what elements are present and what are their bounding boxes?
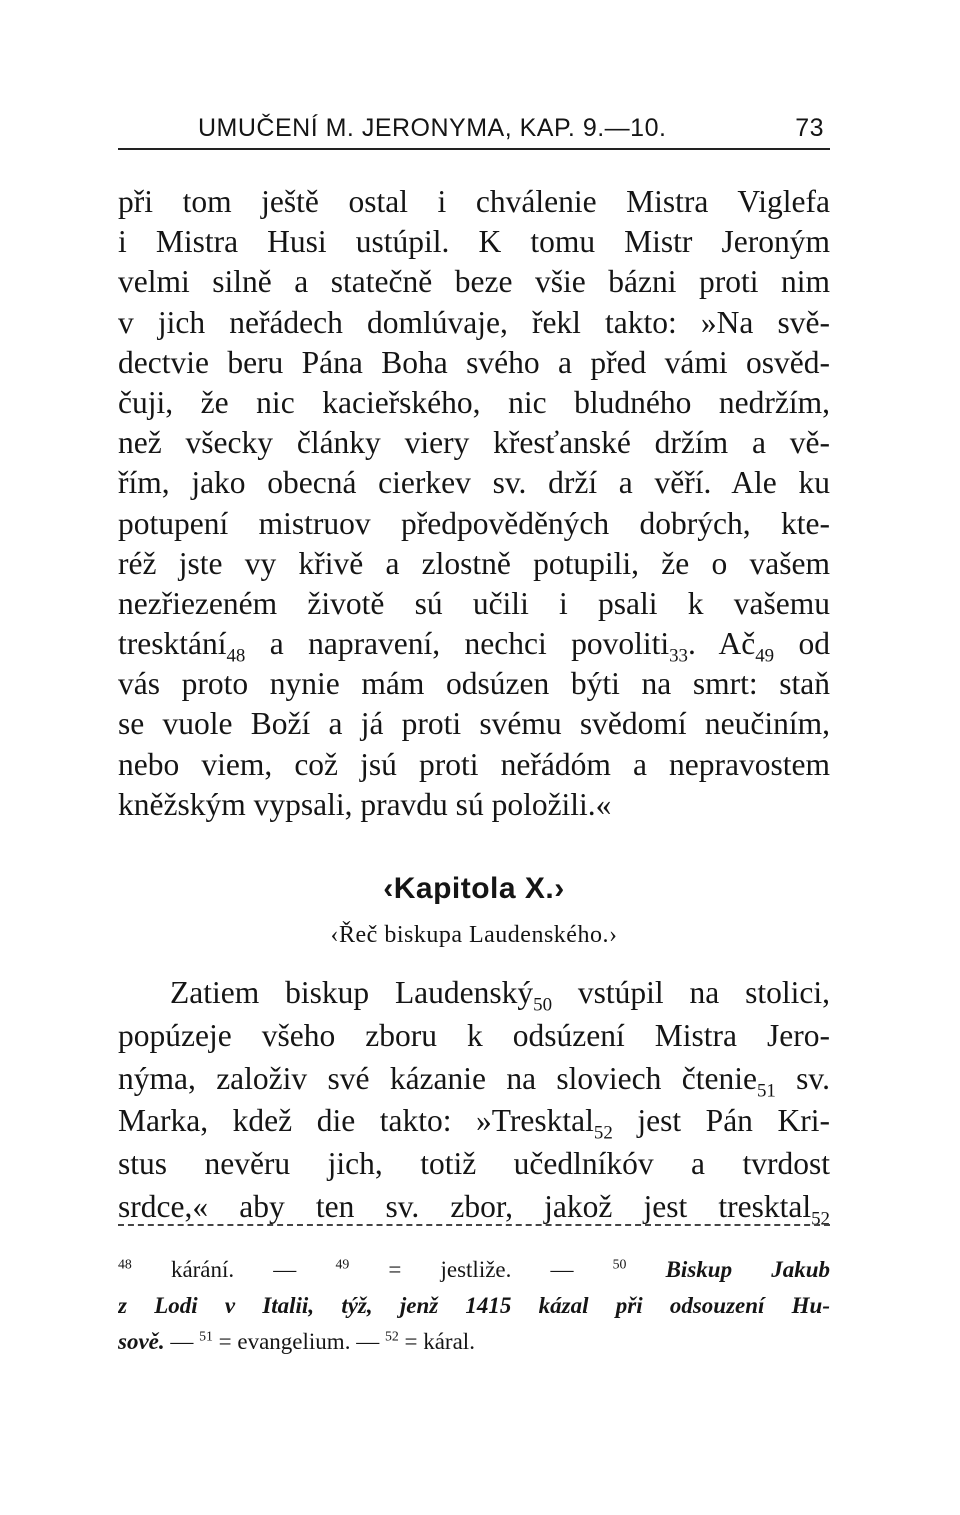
footnote-line xyxy=(118,1252,830,1288)
chapter-subtitle: ‹Řeč biskupa Laudenského.› xyxy=(330,922,618,948)
text-line: stus nevěru jich, totiž učedlníkóv a tvrdost xyxy=(118,1146,830,1182)
footnote-ref: 48 xyxy=(226,645,246,665)
text-fragment: srdce,« aby ten sv. zbor, jakož jest tresktal xyxy=(118,1188,812,1224)
text-line: velmi silně a statečně beze všie bázni proti nim xyxy=(118,264,830,300)
footnote-ref: 51 xyxy=(756,1079,776,1101)
footnote-text: = jestliže. — xyxy=(349,1257,613,1282)
text-line: v jich neřádech domlúvaje, řekl takto: »Na svě- xyxy=(118,304,830,340)
footnote-ref: 50 xyxy=(533,994,553,1015)
text-line: než všecky články viery křesťanské držím a vě- xyxy=(118,425,830,461)
footnote-number: 51 xyxy=(199,1328,213,1344)
footnote-line: z Lodi v Italii, týž, jenž 1415 kázal při odsouzení Hu- xyxy=(118,1293,830,1318)
footnote-text: kárání. — xyxy=(131,1257,336,1282)
text-line: i Mistra Husi ustúpil. K tomu Mistr Jeroným xyxy=(118,224,830,260)
text-line: potupení mistruov předpověděných dobrých, kte- xyxy=(118,505,830,541)
text-fragment: Zatiem biskup Laudenský xyxy=(170,975,534,1010)
text-line: popúzeje všeho zboru k odsúzení Mistra Jero- xyxy=(118,1017,830,1053)
text-line: při tom ještě ostal i chválenie Mistra Viglefa xyxy=(118,184,830,219)
page-number: 73 xyxy=(795,114,824,142)
text-fragment: jest Pán Kri- xyxy=(612,1103,830,1139)
footnote-ref: 49 xyxy=(755,645,775,665)
footnote-text: = evangelium. — xyxy=(212,1329,385,1354)
chapter-title: ‹Kapitola X.› xyxy=(383,872,565,905)
footnote-number: 48 xyxy=(118,1256,132,1272)
footnote-line xyxy=(118,1324,830,1360)
text-fragment: Marka, kdež die takto: »Tresktal xyxy=(118,1103,594,1139)
text-fragment: sv. xyxy=(775,1060,830,1096)
running-head-title: UMUČENÍ M. JERONYMA, KAP. 9.—10. xyxy=(198,114,667,142)
text-line: vás proto nynie mám odsúzen býti na smrt: staň xyxy=(118,666,830,702)
footnote-ref: 33 xyxy=(669,645,688,665)
paragraph-1 xyxy=(118,182,830,825)
text-fragment: vstúpil na stolici, xyxy=(552,975,830,1010)
footnote-number: 50 xyxy=(612,1256,627,1272)
text-fragment: od xyxy=(774,626,830,662)
footnote-ref: 52 xyxy=(811,1208,830,1229)
text-line: řím, jako obecná cierkev sv. drží a věří. Ale ku xyxy=(118,465,830,501)
footnote-text: = káral. xyxy=(398,1329,475,1354)
footnote-text: Biskup Jakub xyxy=(626,1257,830,1282)
footnote-ref: 52 xyxy=(593,1122,613,1144)
text-line: réž jste vy křivě a zlostně potupili, že o vašem xyxy=(118,545,830,581)
text-line: kněžským vypsali, pravdu sú položili.« xyxy=(118,786,612,822)
text-line: nezřiezeném životě sú učili i psali k vašemu xyxy=(118,585,830,621)
text-line-with-notes xyxy=(118,972,830,1015)
footnote-number: 49 xyxy=(335,1256,350,1272)
footnotes xyxy=(118,1252,830,1360)
text-fragment: tresktání xyxy=(118,626,227,662)
text-line: nebo viem, což jsú proti neřádóm a nepravostem xyxy=(118,746,830,782)
text-fragment: nýma, založiv své kázanie na sloviech čtenie xyxy=(118,1060,757,1096)
text-line-with-notes xyxy=(118,1100,830,1143)
text-line: se vuole Boží a já proti svému svědomí neučiním, xyxy=(118,706,830,742)
text-line: čuji, že nic kacieřského, nic bludného nedržím, xyxy=(118,384,830,420)
running-head xyxy=(118,112,830,150)
text-line-with-notes xyxy=(118,1186,830,1229)
text-line-with-notes xyxy=(118,1058,830,1101)
footnote-text: sově. xyxy=(118,1329,165,1354)
paragraph-2 xyxy=(118,972,830,1229)
book-page xyxy=(118,0,830,1515)
text-line-with-notes xyxy=(118,624,830,664)
footnote-number: 52 xyxy=(384,1328,399,1344)
text-fragment: a napravení, nechci povoliti xyxy=(245,626,670,662)
text-fragment: . Ač xyxy=(687,626,756,662)
footnote-rule xyxy=(118,1224,830,1226)
text-line: dectvie beru Pána Boha svého a před vámi osvěd- xyxy=(118,344,830,380)
footnote-text: — xyxy=(164,1329,200,1354)
